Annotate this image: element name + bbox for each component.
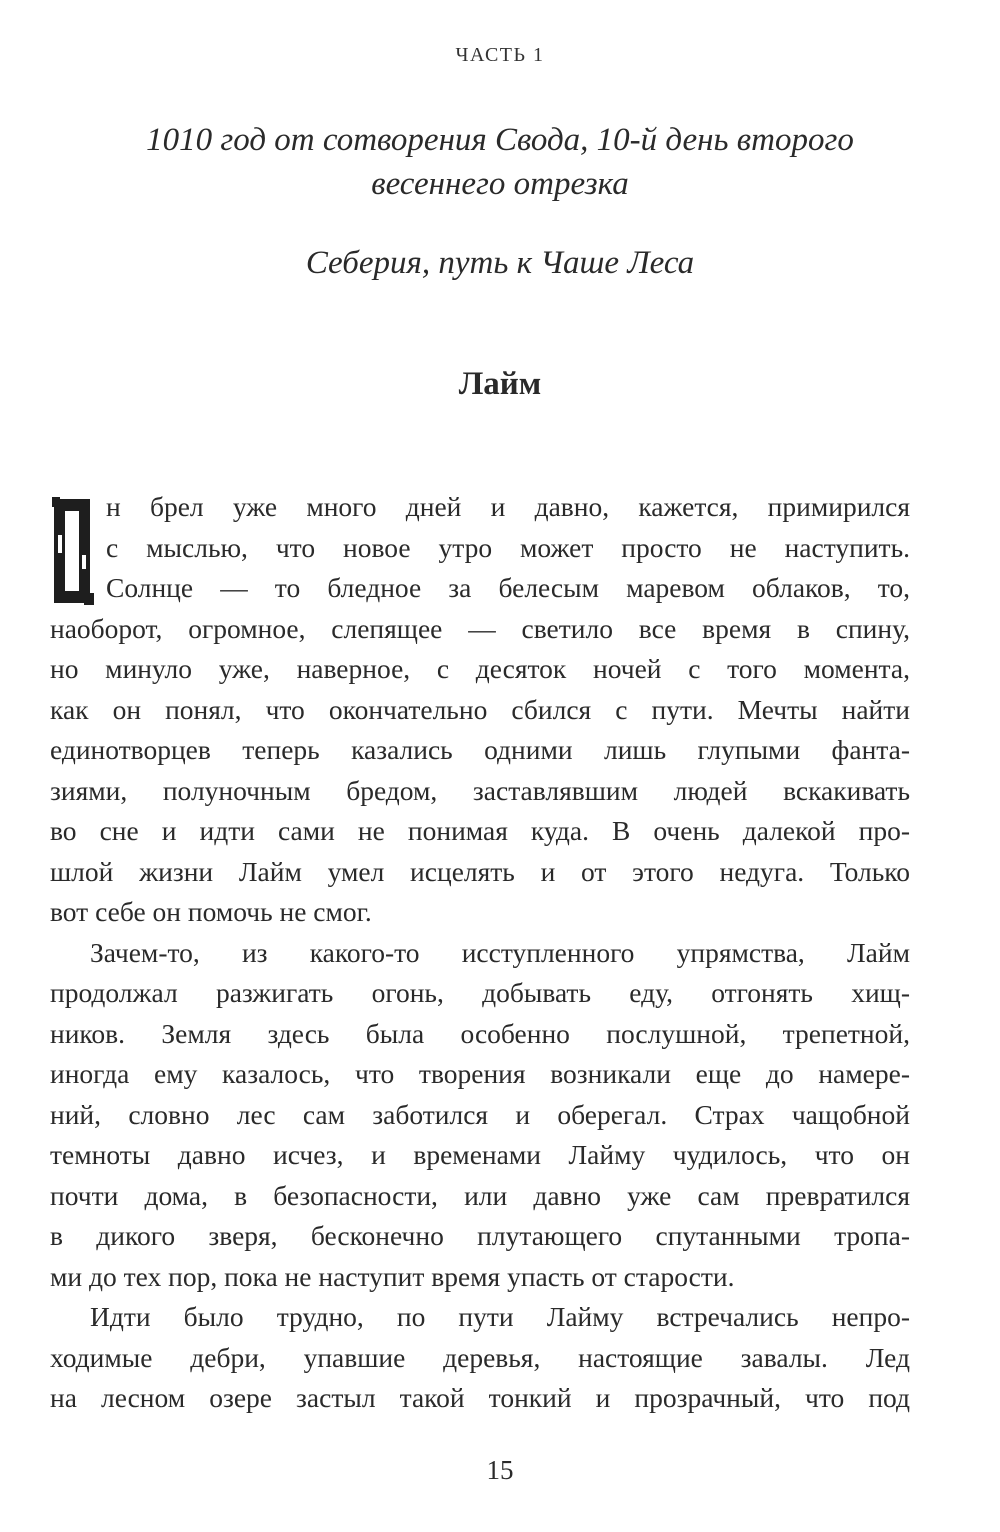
- running-head: ЧАСТЬ 1: [455, 44, 545, 66]
- paragraph-2-line: ников. Земля здесь была особенно послушной, трепетной,: [50, 1017, 910, 1049]
- date-line-1: 1010 год от сотворения Свода, 10-й день второго: [146, 122, 854, 158]
- paragraph-3: [50, 1297, 910, 1419]
- paragraph-3-line: Идти было трудно, по пути Лайму встречались непро-: [90, 1301, 910, 1332]
- paragraph-2-line: иногда ему казалось, что творения возникали еще до намере-: [50, 1058, 910, 1089]
- paragraph-2: [50, 933, 910, 1298]
- paragraph-1-line: с мыслью, что новое утро может просто не наступить.: [106, 531, 910, 563]
- drop-cap: [48, 495, 96, 607]
- paragraph-1-line: н брел уже много дней и давно, кажется, примирился: [106, 491, 910, 522]
- paragraph-3-line: ходимые дебри, упавшие деревья, настоящие завалы. Лед: [50, 1341, 910, 1373]
- paragraph-1-line: во сне и идти сами не понимая куда. В очень далекой про-: [50, 815, 910, 846]
- chapter-place-heading: Себерия, путь к Чаше Леса: [305, 245, 695, 281]
- paragraph-2-line: в дикого зверя, бесконечно плутающего спутанными тропа-: [50, 1220, 910, 1251]
- paragraph-1-line: как он понял, что окончательно сбился с пути. Мечты найти: [50, 693, 910, 725]
- paragraph-2-line: темноты давно исчез, и временами Лайму чудилось, что он: [50, 1139, 910, 1170]
- paragraph-1-line: Солнце — то бледное за белесым маревом облаков, то,: [106, 572, 910, 603]
- paragraph-2-line: продолжал разжигать огонь, добывать еду, отгонять хищ-: [50, 977, 910, 1008]
- paragraph-1: [50, 487, 910, 933]
- paragraph-1-line: но минуло уже, наверное, с десяток ночей с того момента,: [50, 653, 910, 684]
- drop-cap-letter-o-glyph: [48, 495, 96, 607]
- date-line-2: весеннего отрезка: [371, 166, 629, 202]
- body-text: [50, 487, 910, 1419]
- paragraph-3-line: на лесном озере застыл такой тонкий и прозрачный, что под: [50, 1382, 910, 1413]
- paragraph-1-line: единотворцев теперь казались одними лишь глупыми фанта-: [50, 734, 910, 765]
- paragraph-2-line: ми до тех пор, пока не наступит время упасть от старости.: [50, 1260, 735, 1292]
- chapter-date-heading: [60, 118, 940, 206]
- paragraph-1-line: зиями, полуночным бредом, заставлявшим людей вскакивать: [50, 774, 910, 806]
- paragraph-1-line: наоборот, огромное, слепящее — светило все время в спину,: [50, 612, 910, 644]
- paragraph-1-line: вот себе он помочь не смог.: [50, 896, 372, 927]
- chapter-title: Лайм: [458, 366, 542, 402]
- paragraph-2-line: Зачем-то, из какого-то исступленного упрямства, Лайм: [90, 936, 910, 968]
- paragraph-2-line: почти дома, в безопасности, или давно уже сам превратился: [50, 1179, 910, 1211]
- paragraph-1-line: шлой жизни Лайм умел исцелять и от этого недуга. Только: [50, 855, 910, 887]
- paragraph-2-line: ний, словно лес сам заботился и оберегал. Страх чащобной: [50, 1098, 910, 1130]
- page-number: 15: [486, 1455, 514, 1485]
